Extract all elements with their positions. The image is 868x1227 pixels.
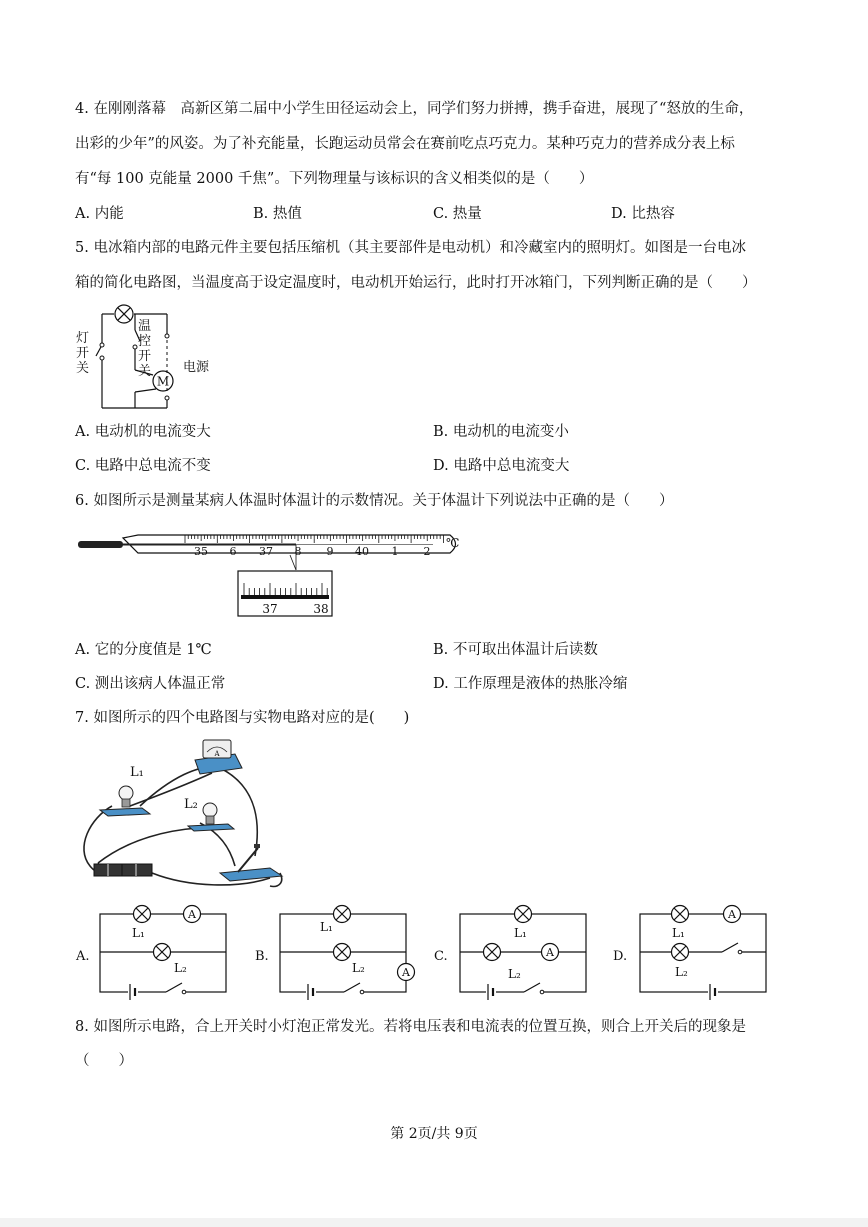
circuit-b-l1-label: L₁ — [320, 920, 333, 934]
lamp-symbol-icon — [672, 906, 689, 923]
scale-label-42: 2 — [423, 545, 431, 558]
scale-label-41: 1 — [391, 545, 399, 558]
circuit-b-l2-label: L₂ — [352, 961, 365, 975]
svg-text:A: A — [728, 908, 736, 921]
lamp-symbol-icon — [154, 944, 171, 961]
scale-label-38: 8 — [294, 545, 302, 558]
celsius-unit: ℃ — [446, 536, 460, 550]
ammeter-icon — [195, 740, 242, 774]
mercury-bulb — [78, 541, 123, 548]
q4-option-c: C. 热量 — [433, 206, 482, 222]
ammeter-symbol-icon — [724, 906, 741, 923]
motor-icon — [153, 371, 173, 391]
physical-l2-label: L₂ — [184, 797, 198, 812]
q6-option-d: D. 工作原理是液体的热胀冷缩 — [433, 676, 628, 692]
physical-l1-label: L₁ — [130, 765, 144, 780]
lamp-symbol-icon — [134, 906, 151, 923]
q6-option-a: A. 它的分度值是 1℃ — [75, 642, 212, 658]
q4-line-3: 有“每 100 克能量 2000 千焦”。下列物理量与该标识的含义相类似的是（ ） — [75, 171, 594, 187]
lamp-symbol-icon — [484, 944, 501, 961]
circuit-c-l1-label: L₁ — [514, 926, 527, 940]
switch-symbol-icon — [344, 983, 364, 995]
lamp-symbol-icon — [334, 906, 351, 923]
scale-label-39: 9 — [326, 545, 334, 558]
svg-text:A: A — [188, 908, 196, 921]
q5-line-2: 箱的简化电路图，当温度高于设定温度时，电动机开始运行，此时打开冰箱门，下列判断正确的是（ ） — [75, 275, 757, 291]
lamp-symbol-icon — [334, 944, 351, 961]
q5-option-c: C. 电路中总电流不变 — [75, 458, 211, 474]
physical-circuit-figure — [70, 738, 290, 893]
circuit-d-l2-label: L₂ — [675, 965, 688, 979]
zoom-label-37: 37 — [262, 602, 278, 616]
ammeter-symbol-icon — [542, 944, 559, 961]
motor-label: M — [156, 374, 170, 389]
battery-symbol-icon — [128, 984, 138, 1000]
q4-option-b: B. 热值 — [253, 206, 302, 222]
q8-line-2: （ ） — [75, 1053, 133, 1069]
ammeter-symbol-icon — [184, 906, 201, 923]
scale-label-36: 6 — [229, 545, 237, 558]
q4-option-d: D. 比热容 — [611, 206, 675, 222]
ammeter-symbol-icon — [398, 964, 415, 981]
circuit-a-l1-label: L₁ — [132, 926, 145, 940]
circuit-d-l1-label: L₁ — [672, 926, 685, 940]
lamp-icon — [115, 305, 133, 323]
option-letter-d: D. — [613, 949, 628, 964]
switch-symbol-icon — [166, 983, 186, 995]
option-letter-c: C. — [434, 949, 448, 964]
q4-option-a: A. 内能 — [75, 206, 124, 222]
q8-line-1: 8. 如图所示电路，合上开关时小灯泡正常发光。若将电压表和电流表的位置互换，则合上开关后的现象是 — [75, 1019, 746, 1035]
switch-symbol-icon — [722, 943, 742, 955]
zoom-label-38: 38 — [313, 602, 329, 616]
lamp-symbol-icon — [672, 944, 689, 961]
power-label: 电源 — [183, 360, 210, 375]
switch-symbol-icon — [524, 983, 544, 995]
q5-option-a: A. 电动机的电流变大 — [75, 424, 211, 440]
thermometer-figure — [78, 525, 468, 625]
option-letter-b: B. — [255, 949, 269, 964]
q5-option-b: B. 电动机的电流变小 — [433, 424, 569, 440]
circuit-a-l2-label: L₂ — [174, 961, 187, 975]
lamp-symbol-icon — [515, 906, 532, 923]
thermo-switch-label: 温控开关 — [138, 319, 152, 379]
svg-text:A: A — [402, 966, 410, 979]
battery-icon — [94, 864, 152, 876]
fridge-circuit-figure — [72, 300, 232, 415]
circuit-c-l2-label: L₂ — [508, 967, 521, 981]
q7-line-1: 7. 如图所示的四个电路图与实物电路对应的是( ) — [75, 710, 410, 726]
battery-symbol-icon — [708, 984, 718, 1000]
q6-line-1: 6. 如图所示是测量某病人体温时体温计的示数情况。关于体温计下列说法中正确的是（ ） — [75, 493, 674, 509]
option-letter-a: A. — [76, 949, 90, 964]
circuit-d — [640, 914, 766, 992]
q4-line-1: 4. 在刚刚落幕 高新区第二届中小学生田径运动会上，同学们努力拼搏，携手奋进，展现了“怒放的生命， — [75, 101, 754, 117]
q6-option-b: B. 不可取出体温计后读数 — [433, 642, 598, 658]
svg-text:A: A — [214, 750, 220, 758]
battery-symbol-icon — [486, 984, 496, 1000]
page-bottom-edge — [0, 1218, 868, 1227]
page-footer: 第 2页/共 9页 — [390, 1126, 478, 1142]
svg-text:A: A — [546, 946, 554, 959]
battery-symbol-icon — [306, 984, 316, 1000]
switch-icon — [220, 844, 282, 881]
scale-label-40: 40 — [355, 545, 369, 558]
scale-label-37: 37 — [259, 545, 273, 558]
circuit-options-figure — [72, 898, 772, 1003]
lamp-switch-label: 灯开关 — [76, 331, 90, 376]
scale-label-35: 35 — [194, 545, 208, 558]
q5-line-1: 5. 电冰箱内部的电路元件主要包括压缩机（其主要部件是电动机）和冷藏室内的照明灯。如图是一台电冰 — [75, 240, 746, 256]
q4-line-2: 出彩的少年”的风姿。为了补充能量，长跑运动员常会在赛前吃点巧克力。某种巧克力的营养成分表上标 — [75, 136, 735, 152]
q5-option-d: D. 电路中总电流变大 — [433, 458, 570, 474]
q6-option-c: C. 测出该病人体温正常 — [75, 676, 226, 692]
